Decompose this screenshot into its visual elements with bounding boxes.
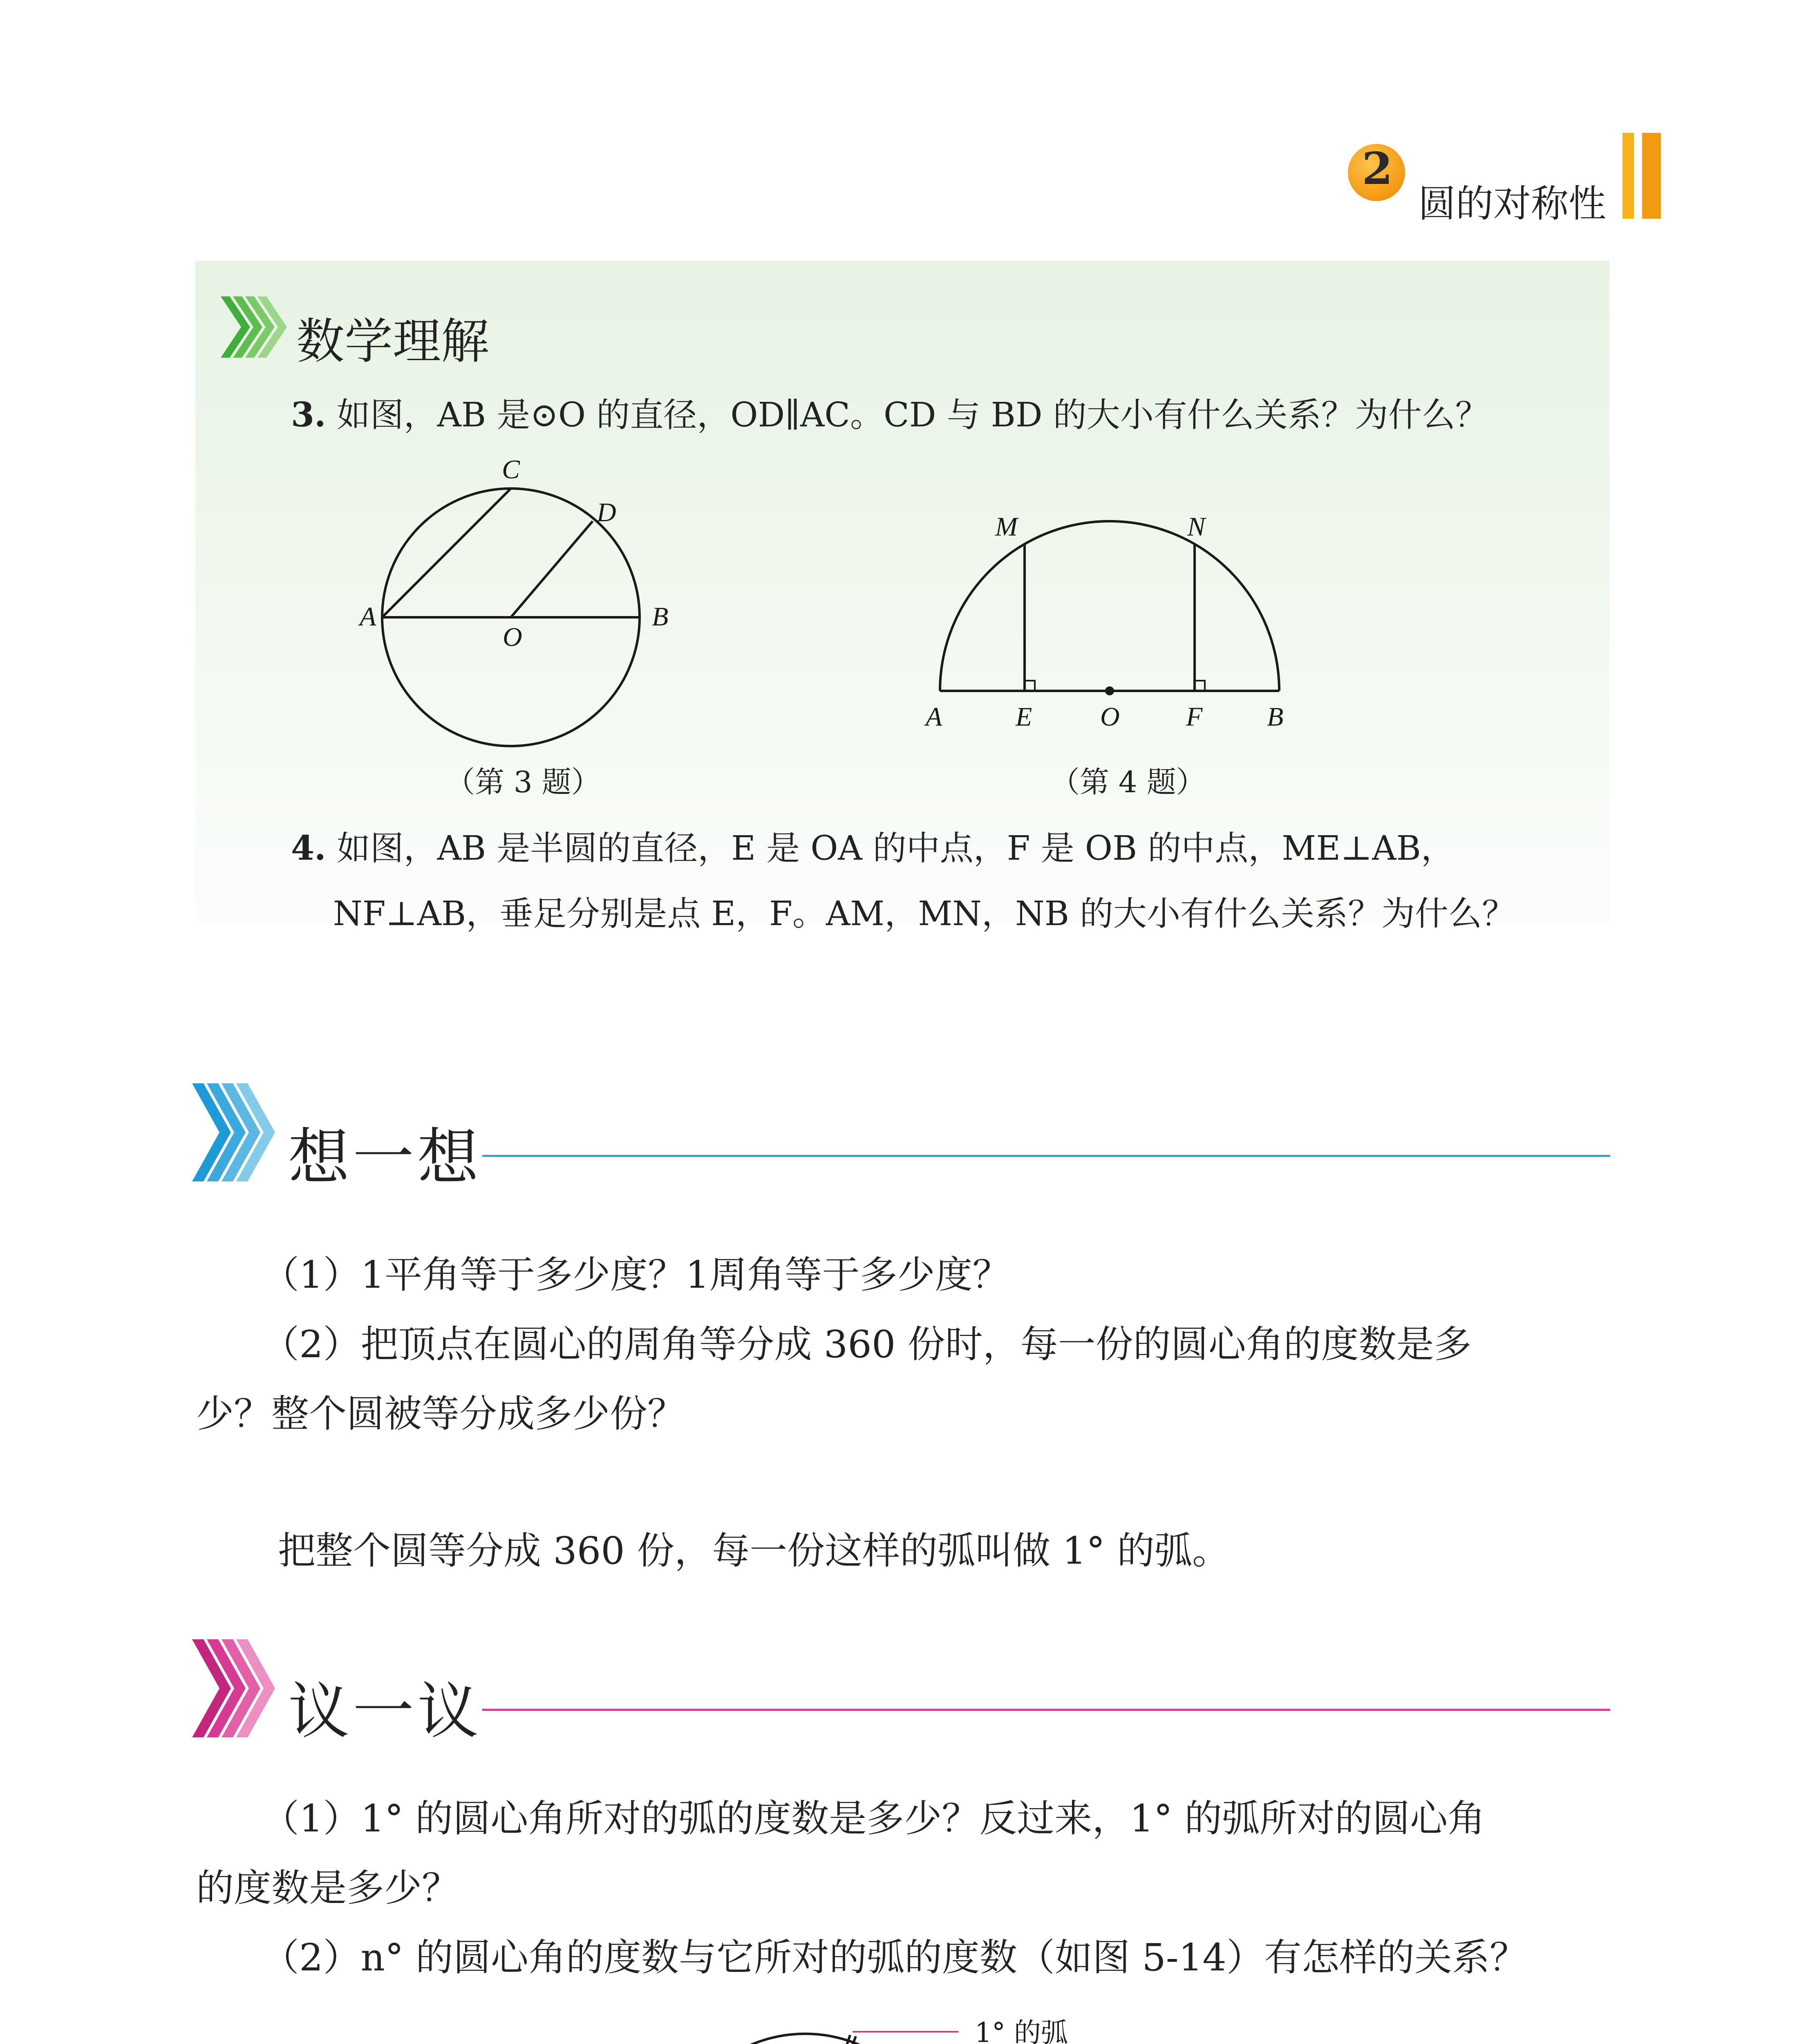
- pink-chevrons-icon: [192, 1635, 286, 1741]
- chapter-number: 2: [1362, 143, 1393, 195]
- figure-4-semicircle-diagram: [915, 507, 1316, 736]
- label-A: A: [360, 602, 376, 632]
- header-bar: [1642, 133, 1661, 219]
- problem-3-text: 如图，AB 是⊙O 的直径，OD∥AC。CD 与 BD 的大小有什么关系？为什么？: [336, 396, 1489, 435]
- problem-3-number: 3.: [291, 395, 326, 435]
- discuss-line-2: 的度数是多少？: [196, 1866, 460, 1910]
- think-line-2: （2）把顶点在圆心的周角等分成 360 份时，每一份的圆心角的度数是多: [262, 1322, 1472, 1366]
- discuss-line-3: （2）n° 的圆心角的度数与它所对的弧的度数（如图 5-14）有怎样的关系？: [262, 1936, 1527, 1979]
- discuss-title: 议一议: [288, 1676, 482, 1747]
- label-B: B: [652, 602, 669, 632]
- figure-3-caption: （第 3 题）: [445, 765, 601, 799]
- problem-4-number: 4.: [291, 829, 326, 868]
- label-B: B: [1267, 702, 1284, 732]
- chapter-title: 圆的对称性: [1418, 182, 1607, 226]
- label-O: O: [503, 622, 522, 652]
- think-title: 想一想: [288, 1122, 482, 1193]
- label-1-degree-arc: 1° 的弧: [975, 2017, 1068, 2044]
- math-understanding-title: 数学理解: [296, 313, 490, 370]
- problem-4: [291, 822, 1455, 870]
- discuss-divider: [482, 1709, 1610, 1711]
- label-F: F: [1186, 702, 1203, 732]
- figure-5-14-diagram: [654, 2011, 1185, 2044]
- label-M: M: [995, 512, 1018, 542]
- header-bar: [1623, 133, 1634, 219]
- problem-4-line1: 如图，AB 是半圆的直径，E 是 OA 的中点，F 是 OB 的中点，ME⊥AB，: [336, 829, 1455, 868]
- label-N: N: [1187, 512, 1206, 542]
- blue-chevrons-icon: [192, 1079, 286, 1186]
- label-O: O: [1100, 702, 1120, 732]
- figure-4-caption: （第 4 题）: [1050, 765, 1206, 799]
- think-line-1: （1）1平角等于多少度？1周角等于多少度？: [262, 1253, 1010, 1297]
- label-C: C: [502, 455, 520, 484]
- arc-definition: 把整个圆等分成 360 份，每一份这样的弧叫做 1° 的弧。: [278, 1529, 1230, 1573]
- label-A: A: [926, 702, 942, 732]
- label-D: D: [597, 498, 616, 527]
- think-divider: [482, 1155, 1610, 1157]
- green-chevrons-icon: [221, 292, 290, 362]
- label-E: E: [1016, 702, 1032, 732]
- discuss-line-1: （1）1° 的圆心角所对的弧的度数是多少？反过来，1° 的弧所对的圆心角: [262, 1797, 1486, 1840]
- problem-3: [291, 388, 1489, 436]
- problem-4-line2: NF⊥AB，垂足分别是点 E，F。AM，MN，NB 的大小有什么关系？为什么？: [333, 894, 1516, 933]
- think-line-3: 少？整个圆被等分成多少份？: [196, 1392, 685, 1436]
- figure-3-circle-diagram: [351, 446, 703, 805]
